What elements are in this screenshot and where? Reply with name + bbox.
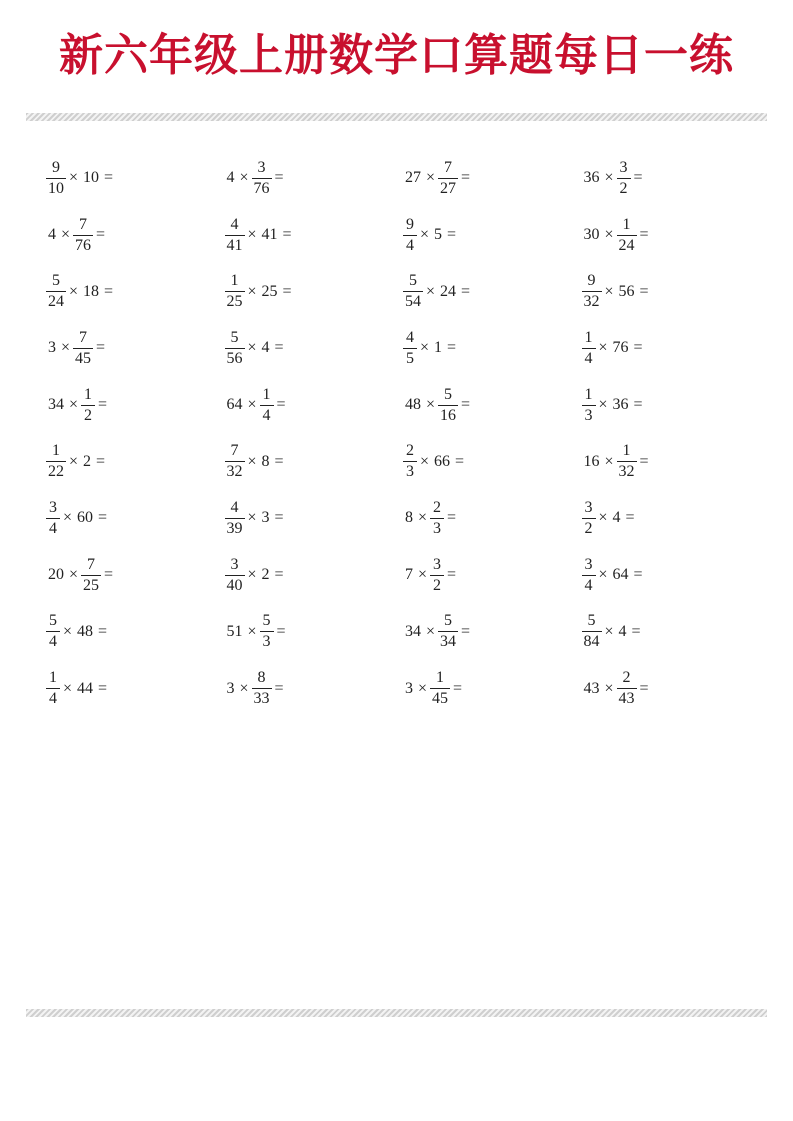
multiply-sign: ×	[420, 339, 430, 357]
multiply-sign: ×	[598, 509, 608, 527]
number: 4	[48, 226, 56, 244]
fraction-denominator: 32	[583, 293, 600, 311]
multiply-sign: ×	[604, 282, 614, 300]
problem-item	[225, 217, 404, 254]
multiply-sign: ×	[61, 226, 71, 244]
problem-item	[225, 443, 404, 480]
problem-row	[46, 547, 766, 604]
fraction-denominator: 4	[46, 688, 60, 707]
problem-item	[46, 613, 225, 650]
fraction-denominator: 5	[403, 348, 417, 367]
fraction	[225, 557, 245, 594]
problem-item	[582, 217, 761, 254]
equals-sign: =	[461, 282, 471, 300]
fraction-numerator: 5	[409, 272, 417, 290]
fraction	[73, 217, 93, 254]
number: 51	[226, 622, 243, 640]
multiply-sign: ×	[247, 452, 257, 470]
problem-item	[582, 160, 761, 197]
multiply-sign: ×	[247, 622, 257, 640]
multiply-sign: ×	[69, 566, 79, 584]
fraction	[617, 443, 637, 480]
fraction-denominator: 43	[618, 690, 635, 708]
fraction-numerator: 9	[52, 158, 60, 176]
fraction-denominator: 2	[617, 178, 631, 197]
fraction-numerator: 7	[79, 215, 88, 233]
fraction-denominator: 56	[226, 349, 243, 367]
problem-item	[225, 670, 404, 707]
number: 4	[261, 339, 270, 357]
multiply-sign: ×	[247, 282, 257, 300]
equals-sign: =	[447, 226, 457, 244]
equals-sign: =	[639, 452, 649, 470]
fraction	[225, 443, 245, 480]
fraction-denominator: 27	[440, 179, 457, 197]
number: 76	[612, 339, 629, 357]
multiply-sign: ×	[604, 169, 614, 187]
multiply-sign: ×	[63, 509, 73, 527]
fraction-numerator: 1	[622, 215, 631, 233]
multiply-sign: ×	[69, 282, 79, 300]
number: 3	[261, 509, 270, 527]
multiply-sign: ×	[247, 509, 257, 527]
fraction	[582, 613, 602, 650]
equals-sign: =	[633, 339, 643, 357]
number: 4	[612, 509, 621, 527]
fraction	[617, 670, 637, 707]
fraction-denominator: 22	[48, 463, 64, 481]
equals-sign: =	[96, 339, 106, 357]
multiply-sign: ×	[604, 622, 614, 640]
fraction	[46, 160, 66, 197]
fraction	[46, 273, 66, 310]
fraction-denominator: 76	[75, 236, 92, 254]
number: 27	[405, 169, 421, 187]
number: 8	[261, 452, 270, 470]
equals-sign: =	[447, 566, 457, 584]
fraction	[225, 217, 245, 254]
fraction	[260, 613, 274, 650]
equals-sign: =	[282, 282, 292, 300]
fraction-numerator: 1	[584, 385, 593, 403]
fraction-denominator: 3	[430, 518, 444, 537]
fraction-denominator: 34	[440, 633, 457, 651]
equals-sign: =	[274, 169, 284, 187]
problem-item	[403, 330, 582, 367]
number: 3	[226, 679, 235, 697]
problem-row	[46, 263, 766, 320]
number: 48	[77, 622, 94, 640]
equals-sign: =	[633, 169, 643, 187]
multiply-sign: ×	[604, 679, 614, 697]
fraction-denominator: 4	[260, 405, 274, 424]
fraction-denominator: 33	[253, 690, 270, 708]
fraction-numerator: 3	[584, 498, 593, 516]
multiply-sign: ×	[239, 169, 249, 187]
fraction-numerator: 1	[52, 442, 60, 460]
problem-item	[403, 500, 582, 537]
equals-sign: =	[274, 679, 284, 697]
problem-row	[46, 150, 766, 207]
number: 36	[583, 169, 600, 187]
fraction	[582, 500, 596, 537]
equals-sign: =	[447, 339, 457, 357]
fraction-numerator: 1	[49, 669, 57, 687]
equals-sign: =	[96, 226, 106, 244]
problem-item	[582, 557, 761, 594]
fraction	[46, 613, 60, 650]
problem-item	[403, 443, 582, 480]
equals-sign: =	[447, 509, 457, 527]
multiply-sign: ×	[247, 339, 257, 357]
multiply-sign: ×	[426, 396, 436, 414]
problem-item	[403, 273, 582, 310]
fraction-denominator: 3	[260, 631, 274, 650]
multiply-sign: ×	[247, 566, 257, 584]
problem-item	[582, 330, 761, 367]
problem-item	[225, 557, 404, 594]
problem-grid	[46, 150, 766, 717]
equals-sign: =	[96, 452, 106, 470]
fraction-numerator: 7	[79, 328, 88, 346]
fraction-denominator: 84	[583, 633, 600, 651]
number: 36	[612, 396, 629, 414]
number: 48	[405, 396, 421, 414]
fraction	[73, 330, 93, 367]
fraction-numerator: 1	[584, 328, 593, 346]
multiply-sign: ×	[63, 679, 73, 697]
fraction-numerator: 5	[444, 385, 453, 403]
multiply-sign: ×	[598, 566, 608, 584]
number: 44	[77, 679, 94, 697]
fraction	[225, 500, 245, 537]
number: 24	[440, 282, 457, 300]
problem-row	[46, 490, 766, 547]
multiply-sign: ×	[426, 169, 436, 187]
multiply-sign: ×	[426, 282, 436, 300]
equals-sign: =	[461, 622, 471, 640]
multiply-sign: ×	[604, 226, 614, 244]
number: 3	[405, 679, 413, 697]
fraction	[403, 330, 417, 367]
problem-item	[225, 160, 404, 197]
fraction-denominator: 76	[253, 179, 270, 197]
fraction	[438, 613, 458, 650]
problem-item	[225, 387, 404, 424]
fraction-numerator: 5	[52, 272, 60, 290]
fraction	[438, 387, 458, 424]
problem-item	[403, 217, 582, 254]
number: 7	[405, 566, 413, 584]
fraction-numerator: 4	[230, 215, 239, 233]
fraction	[260, 387, 274, 424]
equals-sign: =	[274, 339, 284, 357]
fraction-numerator: 7	[230, 442, 239, 460]
fraction	[403, 273, 423, 310]
number: 64	[612, 566, 629, 584]
multiply-sign: ×	[418, 566, 428, 584]
number: 5	[434, 226, 443, 244]
problem-row	[46, 207, 766, 264]
fraction	[582, 387, 596, 424]
number: 8	[405, 509, 413, 527]
fraction-denominator: 2	[430, 575, 444, 594]
problem-item	[582, 443, 761, 480]
number: 16	[583, 452, 600, 470]
fraction-denominator: 32	[618, 463, 635, 481]
fraction-numerator: 7	[444, 158, 453, 176]
fraction	[252, 160, 272, 197]
equals-sign: =	[455, 452, 465, 470]
fraction	[430, 557, 444, 594]
number: 25	[261, 282, 278, 300]
fraction-denominator: 25	[83, 576, 100, 594]
problem-item	[46, 387, 225, 424]
fraction-numerator: 5	[444, 612, 453, 630]
fraction-numerator: 1	[622, 442, 631, 460]
problem-item	[46, 500, 225, 537]
problem-row	[46, 377, 766, 434]
fraction-numerator: 4	[406, 328, 414, 346]
fraction-numerator: 5	[230, 328, 239, 346]
fraction	[81, 387, 95, 424]
problem-item	[582, 670, 761, 707]
problem-item	[403, 613, 582, 650]
fraction-numerator: 1	[230, 272, 239, 290]
equals-sign: =	[274, 566, 284, 584]
number: 4	[618, 622, 627, 640]
multiply-sign: ×	[420, 226, 430, 244]
equals-sign: =	[633, 566, 643, 584]
fraction-denominator: 16	[440, 406, 457, 424]
problem-item	[225, 500, 404, 537]
problem-item	[46, 160, 225, 197]
fraction-denominator: 40	[226, 576, 243, 594]
fraction-denominator: 3	[582, 405, 596, 424]
equals-sign: =	[639, 679, 649, 697]
equals-sign: =	[274, 509, 284, 527]
equals-sign: =	[631, 622, 641, 640]
fraction	[252, 670, 272, 707]
fraction-denominator: 3	[403, 461, 417, 480]
fraction	[582, 330, 596, 367]
fraction	[46, 443, 66, 480]
fraction-denominator: 4	[46, 631, 60, 650]
equals-sign: =	[98, 509, 108, 527]
fraction-denominator: 24	[618, 236, 635, 254]
multiply-sign: ×	[598, 339, 608, 357]
problem-item	[403, 670, 582, 707]
problem-item	[403, 557, 582, 594]
number: 20	[48, 566, 64, 584]
fraction	[225, 330, 245, 367]
fraction-numerator: 2	[622, 669, 631, 687]
fraction-numerator: 3	[230, 555, 239, 573]
top-divider	[26, 113, 767, 121]
problem-item	[46, 217, 225, 254]
equals-sign: =	[461, 396, 471, 414]
fraction-denominator: 39	[226, 519, 243, 537]
multiply-sign: ×	[247, 396, 257, 414]
problem-item	[46, 273, 225, 310]
problem-item	[225, 613, 404, 650]
equals-sign: =	[461, 169, 471, 187]
fraction	[430, 500, 444, 537]
number: 43	[583, 679, 600, 697]
equals-sign: =	[276, 622, 286, 640]
problem-item	[225, 330, 404, 367]
multiply-sign: ×	[418, 509, 428, 527]
number: 30	[583, 226, 600, 244]
fraction-numerator: 9	[587, 272, 596, 290]
fraction	[582, 557, 596, 594]
fraction	[403, 217, 417, 254]
fraction-numerator: 2	[433, 498, 442, 516]
fraction-denominator: 4	[582, 575, 596, 594]
problem-item	[582, 387, 761, 424]
fraction-numerator: 3	[584, 555, 593, 573]
number: 3	[48, 339, 56, 357]
multiply-sign: ×	[604, 452, 614, 470]
number: 34	[405, 622, 421, 640]
number: 4	[226, 169, 235, 187]
equals-sign: =	[276, 396, 286, 414]
equals-sign: =	[104, 169, 114, 187]
fraction-numerator: 1	[262, 385, 271, 403]
fraction-denominator: 45	[75, 349, 92, 367]
number: 41	[261, 226, 278, 244]
problem-item	[582, 273, 761, 310]
multiply-sign: ×	[426, 622, 436, 640]
fraction-numerator: 5	[49, 612, 57, 630]
equals-sign: =	[639, 226, 649, 244]
fraction-numerator: 3	[257, 158, 266, 176]
fraction	[617, 217, 637, 254]
multiply-sign: ×	[69, 169, 79, 187]
fraction	[46, 670, 60, 707]
number: 1	[434, 339, 443, 357]
fraction-numerator: 1	[84, 385, 93, 403]
fraction-numerator: 1	[436, 669, 445, 687]
fraction-numerator: 7	[87, 555, 96, 573]
number: 18	[83, 282, 100, 300]
number: 2	[261, 566, 270, 584]
equals-sign: =	[98, 679, 108, 697]
number: 34	[48, 396, 64, 414]
fraction	[438, 160, 458, 197]
problem-item	[46, 443, 225, 480]
problem-item	[403, 160, 582, 197]
fraction	[430, 670, 450, 707]
fraction-numerator: 9	[406, 215, 414, 233]
multiply-sign: ×	[63, 622, 73, 640]
equals-sign: =	[453, 679, 463, 697]
fraction-numerator: 2	[406, 442, 414, 460]
problem-item	[46, 330, 225, 367]
fraction	[582, 273, 602, 310]
fraction-denominator: 25	[226, 293, 243, 311]
fraction-denominator: 4	[582, 348, 596, 367]
fraction-numerator: 5	[587, 612, 596, 630]
multiply-sign: ×	[69, 452, 79, 470]
problem-row	[46, 660, 766, 717]
equals-sign: =	[633, 396, 643, 414]
page-title: 新六年级上册数学口算题每日一练	[59, 30, 734, 81]
problem-row	[46, 433, 766, 490]
multiply-sign: ×	[69, 396, 79, 414]
fraction-numerator: 3	[619, 158, 628, 176]
problem-row	[46, 320, 766, 377]
number: 56	[618, 282, 635, 300]
fraction-denominator: 32	[226, 463, 243, 481]
problem-row	[46, 604, 766, 661]
number: 66	[434, 452, 451, 470]
fraction-numerator: 4	[230, 498, 239, 516]
fraction-numerator: 8	[257, 669, 266, 687]
equals-sign: =	[625, 509, 635, 527]
fraction-denominator: 2	[582, 518, 596, 537]
problem-item	[582, 500, 761, 537]
equals-sign: =	[104, 566, 114, 584]
multiply-sign: ×	[247, 226, 257, 244]
fraction-denominator: 24	[48, 293, 64, 311]
equals-sign: =	[98, 396, 108, 414]
equals-sign: =	[104, 282, 114, 300]
fraction-denominator: 4	[46, 518, 60, 537]
equals-sign: =	[274, 452, 284, 470]
number: 64	[226, 396, 243, 414]
problem-item	[582, 613, 761, 650]
fraction-denominator: 4	[403, 235, 417, 254]
fraction-numerator: 5	[262, 612, 271, 630]
fraction-denominator: 54	[405, 293, 421, 311]
fraction-denominator: 41	[226, 236, 243, 254]
bottom-divider	[26, 1009, 767, 1017]
fraction-denominator: 2	[81, 405, 95, 424]
multiply-sign: ×	[418, 679, 428, 697]
equals-sign: =	[98, 622, 108, 640]
fraction	[81, 557, 101, 594]
fraction	[46, 500, 60, 537]
number: 10	[83, 169, 100, 187]
problem-item	[403, 387, 582, 424]
number: 60	[77, 509, 94, 527]
fraction-denominator: 10	[48, 179, 64, 197]
equals-sign: =	[282, 226, 292, 244]
fraction-numerator: 3	[433, 555, 442, 573]
equals-sign: =	[639, 282, 649, 300]
fraction-denominator: 45	[432, 690, 449, 708]
multiply-sign: ×	[598, 396, 608, 414]
multiply-sign: ×	[61, 339, 71, 357]
multiply-sign: ×	[420, 452, 430, 470]
problem-item	[225, 273, 404, 310]
problem-item	[46, 670, 225, 707]
fraction	[617, 160, 631, 197]
fraction	[225, 273, 245, 310]
fraction-numerator: 3	[49, 498, 57, 516]
multiply-sign: ×	[239, 679, 249, 697]
number: 2	[83, 452, 92, 470]
problem-item	[46, 557, 225, 594]
fraction	[403, 443, 417, 480]
